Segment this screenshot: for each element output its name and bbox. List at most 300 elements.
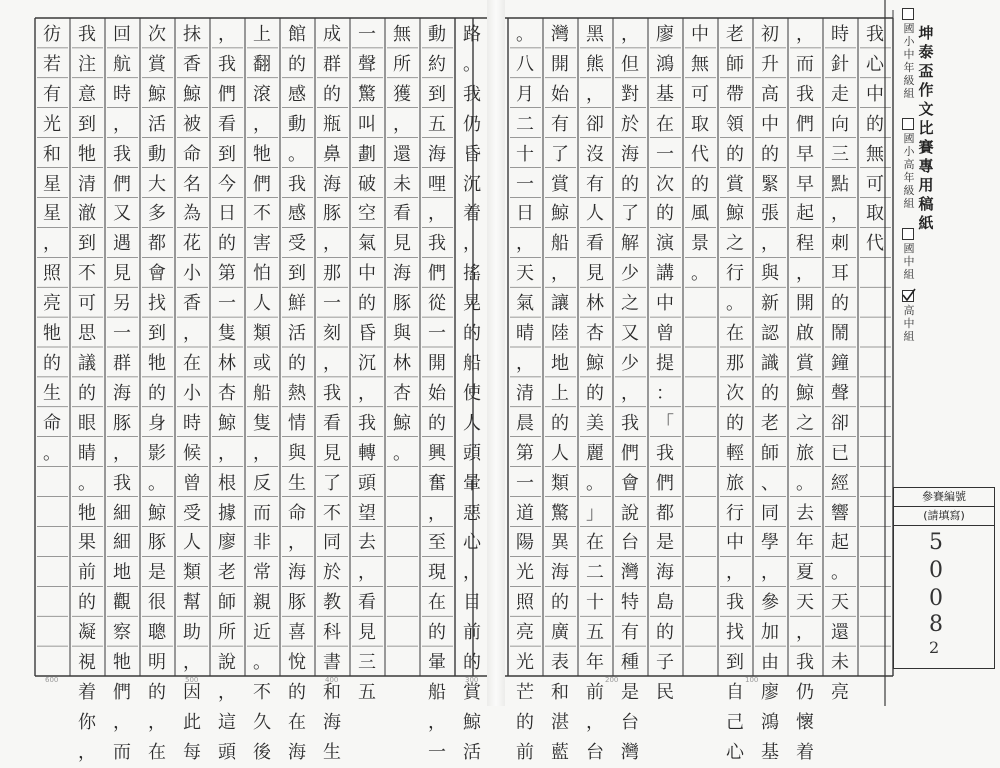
essay-char: 照: [43, 263, 61, 285]
vertical-char: 級: [903, 184, 915, 197]
essay-char: 熱: [288, 382, 306, 404]
vertical-char: 國: [903, 22, 915, 35]
essay-char: 海: [621, 143, 639, 165]
essay-char: ，: [761, 233, 779, 255]
essay-char: 那: [726, 352, 744, 374]
essay-char: 類: [183, 562, 201, 584]
essay-char: 人: [586, 203, 604, 225]
essay-char: 在: [148, 741, 166, 763]
essay-char: 領: [726, 113, 744, 135]
essay-char: 賞: [148, 53, 166, 75]
essay-char: ，: [586, 711, 604, 733]
essay-char: 非: [253, 532, 271, 554]
essay-char: 鼻: [323, 143, 341, 165]
essay-char: 每: [183, 741, 201, 763]
essay-char: 中: [691, 24, 709, 45]
essay-char: ，: [113, 442, 131, 464]
essay-char: ，: [621, 382, 639, 404]
essay-char: 點: [831, 173, 849, 195]
essay-char: 看: [586, 233, 604, 255]
essay-char: 的: [621, 173, 639, 195]
essay-char: 賞: [551, 173, 569, 195]
essay-char: 那: [323, 263, 341, 285]
essay-char: 船: [463, 352, 481, 374]
essay-column: [107, 20, 137, 768]
essay-char: 多: [148, 203, 166, 225]
vertical-char: 盃: [918, 62, 934, 80]
essay-char: 的: [761, 382, 779, 404]
essay-char: 次: [656, 173, 674, 195]
essay-char: 新: [761, 293, 779, 315]
essay-char: 一: [516, 173, 534, 195]
vertical-char: 組: [903, 268, 915, 281]
essay-char: 思: [78, 323, 96, 345]
essay-char: 到: [148, 323, 166, 345]
essay-char: 身: [148, 412, 166, 434]
essay-char: 書: [323, 652, 341, 674]
essay-char: 異: [551, 532, 569, 554]
essay-char: 的: [78, 382, 96, 404]
essay-char: 這: [218, 711, 236, 733]
essay-char: 生: [288, 472, 306, 494]
essay-char: 看: [323, 412, 341, 434]
essay-char: 又: [113, 203, 131, 225]
essay-char: 芒: [516, 681, 534, 703]
vertical-char: 組: [903, 197, 915, 210]
essay-char: 還: [393, 143, 411, 165]
essay-char: 識: [761, 352, 779, 374]
entry-digit: 0: [929, 558, 943, 583]
essay-char: 次: [148, 24, 166, 45]
essay-char: 刺: [831, 233, 849, 255]
essay-char: 鯨: [393, 412, 411, 434]
essay-char: 的: [148, 681, 166, 703]
category-checkbox[interactable]: [902, 8, 914, 20]
essay-char: 教: [323, 592, 341, 614]
essay-char: 一: [113, 323, 131, 345]
essay-char: 未: [831, 652, 849, 674]
essay-char: 在: [726, 323, 744, 345]
essay-char: 輕: [726, 442, 744, 464]
essay-char: 心: [866, 53, 884, 75]
essay-char: 頭: [358, 472, 376, 494]
essay-column: [72, 20, 102, 768]
essay-char: 明: [148, 652, 166, 674]
vertical-char: 中: [903, 317, 915, 330]
essay-char: 着: [463, 203, 481, 225]
essay-char: 見: [358, 622, 376, 644]
essay-char: 開: [428, 352, 446, 374]
essay-column: [755, 20, 785, 768]
essay-char: 廣: [551, 622, 569, 644]
essay-char: 經: [831, 472, 849, 494]
essay-char: 島: [656, 592, 674, 614]
essay-char: 搖: [463, 263, 481, 285]
essay-char: 我: [656, 442, 674, 464]
category-checkbox[interactable]: [902, 118, 914, 130]
essay-char: 劃: [358, 143, 376, 165]
essay-char: 已: [831, 442, 849, 464]
essay-char: 起: [831, 532, 849, 554]
essay-char: 的: [218, 233, 236, 255]
essay-char: 你: [78, 711, 96, 733]
essay-char: 鯨: [796, 382, 814, 404]
essay-char: 豚: [148, 532, 166, 554]
essay-char: 賞: [796, 352, 814, 374]
essay-char: 讓: [551, 293, 569, 315]
essay-char: 興: [428, 442, 446, 464]
vertical-char: 中: [903, 255, 915, 268]
essay-char: 師: [761, 442, 779, 464]
essay-char: 一: [358, 24, 376, 45]
essay-char: 。: [253, 652, 271, 674]
essay-char: 同: [761, 502, 779, 524]
essay-char: 一: [656, 143, 674, 165]
essay-char: 惡: [463, 502, 481, 524]
essay-char: 講: [656, 263, 674, 285]
essay-char: 賞: [726, 173, 744, 195]
essay-char: 杏: [393, 382, 411, 404]
essay-char: ，: [323, 352, 341, 374]
essay-char: 星: [43, 203, 61, 225]
essay-char: 清: [78, 173, 96, 195]
essay-char: 鮮: [288, 293, 306, 315]
essay-char: 動: [288, 113, 306, 135]
margin-number: 100: [745, 676, 759, 684]
essay-char: 五: [428, 113, 446, 135]
essay-char: 啟: [796, 323, 814, 345]
essay-char: 第: [218, 263, 236, 285]
essay-char: ，: [463, 562, 481, 584]
essay-char: 湛: [551, 711, 569, 733]
essay-char: 麗: [586, 442, 604, 464]
essay-char: 昏: [463, 143, 481, 165]
essay-char: 而: [113, 741, 131, 763]
essay-column: [790, 20, 820, 768]
essay-char: 。: [148, 472, 166, 494]
essay-column: [177, 20, 207, 768]
essay-char: 我: [621, 412, 639, 434]
essay-char: 到: [78, 113, 96, 135]
essay-char: 見: [586, 263, 604, 285]
essay-char: 緊: [761, 173, 779, 195]
essay-char: 的: [866, 113, 884, 135]
essay-char: 的: [516, 711, 534, 733]
essay-char: 。: [463, 53, 481, 75]
essay-char: 有: [551, 113, 569, 135]
essay-char: 、: [761, 472, 779, 494]
essay-char: 心: [463, 532, 481, 554]
essay-char: 台: [621, 532, 639, 554]
essay-char: 三: [831, 143, 849, 165]
essay-char: 船: [551, 233, 569, 255]
essay-char: 驚: [358, 83, 376, 105]
essay-char: ，: [218, 24, 236, 45]
essay-char: 和: [43, 143, 61, 165]
essay-char: 己: [726, 711, 744, 733]
essay-char: 黑: [586, 24, 604, 45]
essay-char: 的: [656, 203, 674, 225]
essay-char: 們: [113, 173, 131, 195]
essay-char: 一: [428, 323, 446, 345]
essay-char: 的: [428, 622, 446, 644]
essay-char: 旅: [726, 472, 744, 494]
essay-char: 基: [656, 83, 674, 105]
essay-char: 之: [796, 412, 814, 434]
essay-char: 天: [831, 592, 849, 614]
essay-char: 不: [323, 502, 341, 524]
essay-char: 翻: [253, 53, 271, 75]
essay-char: 而: [253, 502, 271, 524]
essay-char: ，: [428, 502, 446, 524]
margin-number: 600: [45, 676, 59, 684]
essay-char: 注: [78, 53, 96, 75]
essay-char: ，: [761, 562, 779, 584]
essay-char: 獲: [393, 83, 411, 105]
essay-char: ，: [253, 113, 271, 135]
essay-char: 海: [288, 741, 306, 763]
essay-char: 從: [428, 293, 446, 315]
essay-char: 觀: [113, 592, 131, 614]
essay-char: 熊: [586, 53, 604, 75]
category-checkbox[interactable]: [902, 290, 914, 302]
entry-digit: 0: [929, 586, 943, 611]
essay-char: 怕: [253, 263, 271, 285]
essay-char: 海: [323, 711, 341, 733]
essay-char: 同: [323, 532, 341, 554]
essay-char: 豚: [288, 592, 306, 614]
essay-char: ，: [183, 323, 201, 345]
essay-char: 我: [796, 652, 814, 674]
essay-column: [720, 20, 750, 768]
essay-char: 群: [323, 53, 341, 75]
essay-char: 帶: [726, 83, 744, 105]
essay-char: 鐘: [831, 352, 849, 374]
essay-char: 在: [656, 113, 674, 135]
essay-column: [650, 20, 680, 708]
essay-char: 據: [218, 502, 236, 524]
essay-char: 果: [78, 532, 96, 554]
essay-char: 晃: [463, 293, 481, 315]
essay-char: 開: [796, 293, 814, 315]
essay-char: 的: [463, 652, 481, 674]
essay-char: 種: [621, 652, 639, 674]
essay-char: 生: [43, 382, 61, 404]
essay-char: 的: [831, 293, 849, 315]
essay-column: [545, 20, 575, 768]
essay-char: 二: [516, 113, 534, 135]
essay-char: 彷: [43, 24, 61, 45]
essay-column: [685, 20, 715, 289]
essay-char: 曾: [183, 472, 201, 494]
essay-char: 高: [761, 83, 779, 105]
essay-char: 由: [761, 652, 779, 674]
vertical-char: 小: [903, 145, 915, 158]
essay-char: 前: [586, 681, 604, 703]
essay-char: 沉: [463, 173, 481, 195]
essay-char: 使: [463, 382, 481, 404]
essay-char: 五: [586, 622, 604, 644]
essay-char: 前: [463, 622, 481, 644]
essay-char: 代: [866, 233, 884, 255]
vertical-char: 國: [903, 242, 915, 255]
essay-char: 第: [516, 442, 534, 464]
essay-char: 鯨: [586, 352, 604, 374]
essay-char: ：: [656, 382, 674, 404]
vertical-char: 坤: [918, 24, 934, 42]
essay-char: 上: [551, 382, 569, 404]
essay-char: 船: [428, 681, 446, 703]
essay-char: 不: [78, 263, 96, 285]
essay-char: 無: [691, 53, 709, 75]
essay-char: 十: [586, 592, 604, 614]
essay-char: 着: [78, 681, 96, 703]
essay-char: 表: [551, 652, 569, 674]
essay-char: 加: [761, 622, 779, 644]
essay-char: 鯨: [183, 83, 201, 105]
essay-char: ，: [43, 233, 61, 255]
essay-char: 可: [78, 293, 96, 315]
essay-char: 大: [148, 173, 166, 195]
essay-char: 鯨: [551, 203, 569, 225]
essay-column: [510, 20, 540, 768]
essay-char: 喜: [288, 622, 306, 644]
essay-char: 一: [323, 293, 341, 315]
vertical-char: 紙: [918, 214, 934, 232]
essay-char: 晴: [516, 323, 534, 345]
essay-char: 亮: [43, 293, 61, 315]
essay-char: 年: [586, 652, 604, 674]
essay-char: 感: [288, 83, 306, 105]
essay-char: 是: [656, 532, 674, 554]
essay-char: 是: [148, 562, 166, 584]
essay-char: 驚: [551, 502, 569, 524]
essay-char: 。: [516, 24, 534, 45]
essay-char: 哩: [428, 173, 446, 195]
essay-char: 的: [288, 352, 306, 374]
essay-char: 細: [113, 532, 131, 554]
essay-char: ，: [253, 442, 271, 464]
essay-char: ，: [218, 681, 236, 703]
essay-char: 着: [796, 741, 814, 763]
essay-char: 香: [183, 53, 201, 75]
essay-char: 香: [183, 293, 201, 315]
essay-char: 旅: [796, 442, 814, 464]
essay-char: 情: [288, 412, 306, 434]
essay-char: 。: [393, 442, 411, 464]
essay-char: 於: [323, 562, 341, 584]
essay-char: 台: [586, 741, 604, 763]
essay-char: 去: [358, 532, 376, 554]
essay-char: 有: [43, 83, 61, 105]
essay-char: ，: [428, 203, 446, 225]
essay-char: 照: [516, 592, 534, 614]
essay-char: 牠: [253, 143, 271, 165]
essay-char: 豚: [113, 412, 131, 434]
essay-char: 見: [323, 442, 341, 464]
essay-char: 們: [656, 472, 674, 494]
essay-char: 灣: [621, 562, 639, 584]
essay-char: 代: [691, 143, 709, 165]
category-label: [900, 304, 918, 343]
essay-column: [317, 20, 347, 768]
essay-char: 命: [288, 502, 306, 524]
essay-char: 鯨: [148, 83, 166, 105]
essay-char: 八: [516, 53, 534, 75]
essay-char: 至: [428, 532, 446, 554]
essay-char: 豚: [323, 203, 341, 225]
essay-char: 卻: [831, 412, 849, 434]
essay-char: 在: [183, 352, 201, 374]
vertical-char: 高: [903, 158, 915, 171]
essay-char: 的: [691, 173, 709, 195]
essay-char: 又: [621, 323, 639, 345]
essay-char: 。: [43, 442, 61, 464]
essay-char: 海: [656, 562, 674, 584]
essay-char: 的: [78, 592, 96, 614]
essay-char: 清: [516, 382, 534, 404]
essay-column: [212, 20, 242, 768]
essay-char: 頭: [463, 442, 481, 464]
essay-char: 一: [516, 472, 534, 494]
essay-char: 生: [323, 741, 341, 763]
essay-char: 是: [621, 681, 639, 703]
vertical-char: 作: [918, 81, 934, 99]
essay-char: 開: [551, 53, 569, 75]
vertical-char: 級: [903, 74, 915, 87]
essay-char: 始: [428, 382, 446, 404]
essay-char: 景: [691, 233, 709, 255]
essay-char: 滾: [253, 83, 271, 105]
essay-char: 之: [621, 293, 639, 315]
essay-char: ，: [516, 233, 534, 255]
vertical-char: 賽: [918, 138, 934, 156]
entry-digit: 2: [929, 638, 940, 657]
essay-char: 海: [113, 382, 131, 404]
essay-char: 會: [621, 472, 639, 494]
essay-char: 針: [831, 53, 849, 75]
essay-char: 天: [796, 592, 814, 614]
essay-char: 說: [218, 652, 236, 674]
essay-char: 民: [656, 681, 674, 703]
essay-char: 廖: [218, 532, 236, 554]
essay-column: [457, 20, 487, 768]
essay-char: 少: [621, 352, 639, 374]
essay-char: 隻: [253, 412, 271, 434]
essay-char: 我: [463, 83, 481, 105]
essay-char: 沉: [358, 352, 376, 374]
margin-number: 200: [605, 676, 619, 684]
essay-char: 找: [726, 622, 744, 644]
essay-char: 所: [393, 53, 411, 75]
essay-char: 聲: [358, 53, 376, 75]
essay-char: 仍: [463, 113, 481, 135]
essay-char: 人: [253, 293, 271, 315]
essay-char: 親: [253, 592, 271, 614]
essay-char: 看: [358, 592, 376, 614]
category-checkbox[interactable]: [902, 228, 914, 240]
essay-char: 天: [516, 263, 534, 285]
essay-char: 回: [113, 24, 131, 45]
essay-char: 聲: [831, 382, 849, 404]
margin-number: 500: [185, 676, 199, 684]
essay-char: 了: [621, 203, 639, 225]
essay-char: 的: [463, 323, 481, 345]
vertical-char: 國: [903, 132, 915, 145]
essay-char: 會: [148, 263, 166, 285]
essay-char: 命: [43, 412, 61, 434]
essay-char: 眼: [78, 412, 96, 434]
